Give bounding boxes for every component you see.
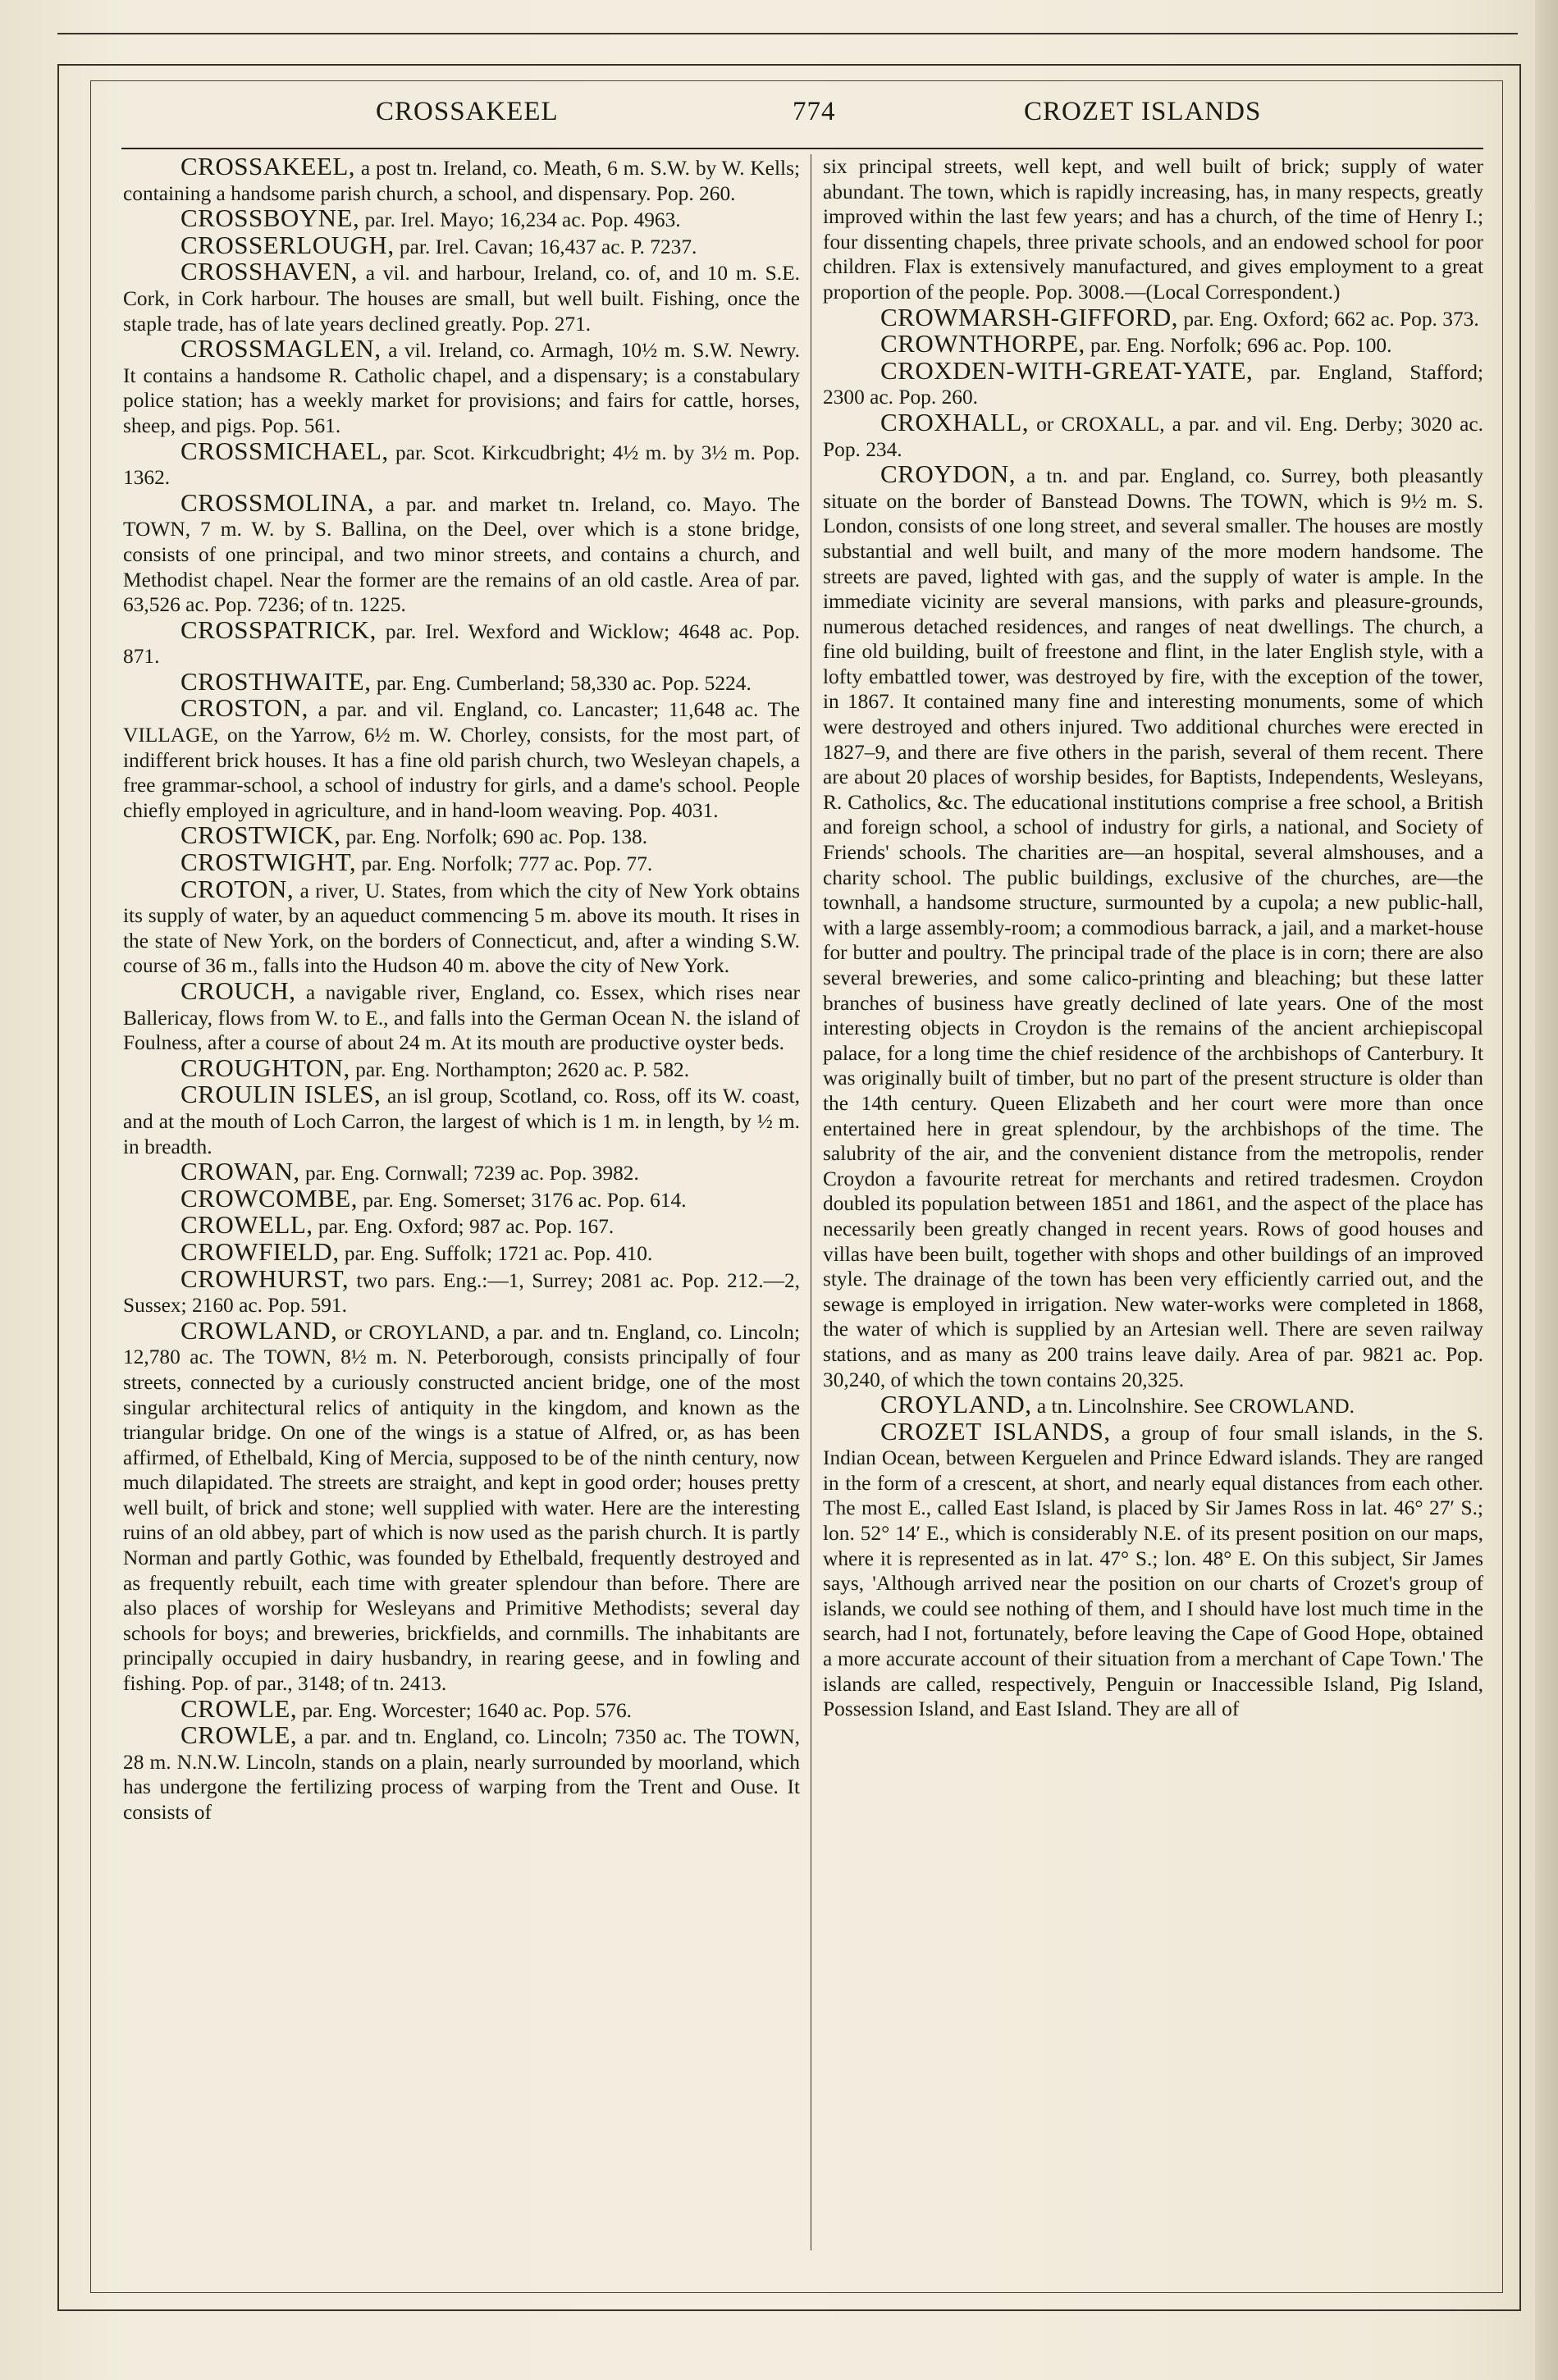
entry-headword: CROWLE,: [180, 1693, 298, 1723]
entry-text: a river, U. States, from which the city of New York obtains its supply of water, by an aqueduct commencing 5 m. above its mouth. It rises in the state of New York, on the borders of Connecticut, and, after a winding S.W. course of 36 m., falls into the Hudson 40 m. above the city of New York.: [123, 879, 800, 978]
entry-text: par. Eng. Cumberland; 58,330 ac. Pop. 5224.: [371, 671, 752, 695]
entry-text: a navigable river, England, co. Essex, which rises near Ballericay, flows from W. to E., and falls into the German Ocean N. the island of Foulness, after a course of about 24 m. At its mouth are productive oyster beds.: [123, 981, 800, 1055]
entry-headword: CROXDEN-WITH-GREAT-YATE,: [880, 355, 1254, 385]
entry-headword: CROUCH,: [180, 976, 296, 1005]
gazetteer-entry: [823, 331, 1483, 359]
gazetteer-entry: [123, 1053, 800, 1083]
gazetteer-entry: [123, 1210, 800, 1240]
entry-headword: CROTON,: [180, 874, 295, 903]
entry-text: a par. and vil. England, co. Lancaster; 11,648 ac. The VILLAGE, on the Yarrow, 6½ m. W. Chorley, consists, for the most part, of indifferent brick houses. It has a fine old parish church, two Wesleyan chapels, a free grammar-school, a school of industry for girls, and a dame's school. People chiefly employed in agriculture, and in hand-loom weaving. Pop. 4031.: [123, 698, 800, 822]
entry-text: par. Eng. Oxford; 987 ac. Pop. 167.: [313, 1215, 615, 1239]
gazetteer-entry: [123, 1082, 800, 1159]
left-column: [123, 154, 800, 2254]
gazetteer-entry: [123, 154, 800, 206]
entry-headword: CROZET ISLANDS,: [880, 1416, 1111, 1446]
entry-headword: CROWELL,: [180, 1210, 313, 1240]
gazetteer-entry: [123, 203, 800, 233]
entry-text: par. England, Stafford; 2300 ac. Pop. 260.: [823, 360, 1483, 409]
entry-headword: CROSTON,: [180, 693, 308, 723]
gazetteer-entry: [123, 874, 800, 979]
entry-text: par. Eng. Suffolk; 1721 ac. Pop. 410.: [339, 1241, 653, 1265]
entry-headword: CROSTHWAITE,: [180, 666, 372, 696]
entry-headword: CROYLAND,: [880, 1390, 1032, 1419]
entry-text: a par. and tn. England, co. Lincoln; 7350 ac. The TOWN, 28 m. N.N.W. Lincoln, stands on a plain, nearly surrounded by moorland, which has undergone the fertilizing process of warping from the Trent and Ouse. It consists of: [123, 1725, 800, 1824]
entry-text: a vil. Ireland, co. Armagh, 10½ m. S.W. Newry. It contains a handsome R. Catholic chapel, and a dispensary; is a constabulary police station; has a weekly market for provisions; and fairs for cattle, horses, sheep, and pigs. Pop. 561.: [123, 339, 800, 437]
entry-headword: CROSSHAVEN,: [180, 257, 358, 286]
gazetteer-entry: [123, 436, 800, 491]
entry-text: par. Scot. Kirkcudbright; 4½ m. by 3½ m. Pop. 1362.: [123, 441, 800, 490]
entry-headword: CROSTWICK,: [180, 820, 341, 850]
header-rule: [121, 148, 1483, 149]
entry-text: a post tn. Ireland, co. Meath, 6 m. S.W. by W. Kells; containing a handsome parish church, a school, and dispensary. Pop. 260.: [123, 157, 800, 205]
entry-headword: CROSSMAGLEN,: [180, 334, 382, 363]
entry-text: or CROXALL, a par. and vil. Eng. Derby; 3020 ac. Pop. 234.: [823, 412, 1483, 461]
entry-headword: CROSTWIGHT,: [180, 847, 357, 877]
entry-headword: CROSSAKEEL,: [180, 154, 356, 180]
entry-text: or CROYLAND, a par. and tn. England, co. Lincoln; 12,780 ac. The TOWN, 8½ m. N. Peterborough, consists principally of four streets, connected by a curiously constructed ancient bridge, one of the most singular architectural relics of antiquity in the kingdom, and known as the triangular bridge. On one of the wings is a statue of Alfred, or, as has been affirmed, of Ethelbald, King of Mercia, supposed to be of the ninth century, now much dilapidated. The streets are straight, and kept in good order; houses pretty well built, of brick and stone; well supplied with water. Here are the interesting ruins of an old abbey, part of which is now used as the parish church. It is partly Norman and partly Gothic, was founded by Ethelbald, frequently destroyed and as frequently rebuilt, each time with greater splendour than before. There are also places of worship for Wesleyans and Primitive Methodists; several day schools for boys; and breweries, brickfields, and cornmills. The inhabitants are principally occupied in dairy husbandry, in rearing geese, and in fowling and fishing. Pop. of par., 3148; of tn. 2413.: [123, 1320, 800, 1696]
gazetteer-entry: [823, 459, 1483, 1392]
gazetteer-entry: [823, 154, 1483, 305]
entry-text: par. Irel. Cavan; 16,437 ac. P. 7237.: [394, 235, 697, 258]
entry-headword: CROWAN,: [180, 1157, 300, 1186]
entry-headword: CROWHURST,: [180, 1263, 350, 1293]
page-edge: [1535, 0, 1558, 2380]
gazetteer-entry: [823, 1416, 1483, 1722]
entry-text: par. Eng. Norfolk; 696 ac. Pop. 100.: [1085, 334, 1392, 358]
gazetteer-entry: [123, 820, 800, 850]
entry-headword: CROULIN ISLES,: [180, 1080, 382, 1109]
entry-text: par. Eng. Northampton; 2620 ac. P. 582.: [350, 1058, 690, 1081]
right-column: [823, 154, 1483, 2254]
gazetteer-entry: [123, 1315, 800, 1697]
entry-headword: CROWCOMBE,: [180, 1183, 358, 1213]
entry-text: a par. and market tn. Ireland, co. Mayo. The TOWN, 7 m. W. by S. Ballina, on the Deel, over which is a stone bridge, consists of one principal, and two minor streets, and contains a church, and Methodist chapel. Near the former are the remains of an old castle. Area of par. 63,526 ac. Pop. 7236; of tn. 1225.: [123, 492, 800, 617]
gazetteer-entry: [823, 1392, 1483, 1419]
header-left-word: CROSSAKEEL: [376, 97, 559, 126]
entry-text: a group of four small islands, in the S. Indian Ocean, between Kerguelen and Prince Edward islands. They are ranged in the form of a crescent, at short, and nearly equal distances from each other. The most E., called East Island, is placed by Sir James Ross in lat. 46° 27′ S.; lon. 52° 14′ E., which is considerably N.E. of its present position on our maps, where it is represented as in lat. 47° S.; lon. 48° E. On this subject, Sir James says, 'Although arrived near the position on our charts of Crozet's group of islands, we could see nothing of them, and I should have lost much time in the search, had I not, fortunately, before leaving the Cape of Good Hope, obtained a more accurate account of their situation from a merchant of Cape Town.' The islands are called, respectively, Penguin or Inaccessible Island, Pig Island, Possession Island, and East Island. They are all of: [823, 1421, 1483, 1721]
gazetteer-entry: [123, 336, 800, 438]
entry-headword: CROWFIELD,: [180, 1236, 340, 1266]
entry-text: par. Eng. Oxford; 662 ac. Pop. 373.: [1177, 307, 1479, 331]
gazetteer-entry: [823, 355, 1483, 410]
entry-headword: CROYDON,: [880, 459, 1017, 489]
page-number: 774: [793, 97, 836, 126]
gazetteer-entry: [123, 1720, 800, 1825]
running-header: [97, 97, 1492, 146]
entry-text: a tn. and par. England, co. Surrey, both pleasantly situate on the border of Banstead Downs. The TOWN, which is 9½ m. S. London, consists of one long street, and several smaller. The houses are mostly substantial and well built, and many of the more modern handsome. The streets are paved, lighted with gas, and the supply of water is ample. In the immediate vicinity are several mansions, with parks and pleasure-grounds, numerous detached residences, and ranges of neat dwellings. The church, a fine old building, built of freestone and flint, in the later English style, with a lofty embattled tower, was destroyed by fire, with the exception of the tower, in 1867. It contained many fine and interesting monuments, some of which were destroyed and others injured. Two additional churches were erected in 1827–9, and there are five others in the parish, several of them recent. There are about 20 places of worship besides, for Baptists, Independents, Wesleyans, R. Catholics, &c. The educational institutions comprise a free school, a British and foreign school, a school of industry for girls, a national, and Society of Friends' schools. The charities are—an hospital, several almshouses, and a charity school. The public buildings, exclusive of the churches, are—the townhall, a handsome structure, surmounted by a cupola; a new public-hall, with a large assembly-room; a commodious barrack, a jail, and a market-house for butter and poultry. The principal trade of the place is in corn; there are also several breweries, and some calico-printing and bleaching; but these latter branches of business have greatly declined of late years. One of the most interesting objects in Croydon is the remains of the ancient archiepiscopal palace, for a long time the chief residence of the archbishops of Canterbury. It was originally built of timber, but no part of the present structure is older than the 14th century. Queen Elizabeth and her court were more than once entertained here in great splendour, by the archbishops of the time. The salubrity of the air, and the convenient distance from the metropolis, render Croydon a favourite retreat for merchants and retired tradesmen. Croydon doubled its population between 1851 and 1861, and the aspect of the place has necessarily been greatly changed in recent years. Rows of good houses and villas have been built, together with shops and other buildings of an improved style. The drainage of the town has been very efficiently carried out, and the sewage is employed in irrigation. New water-works were completed in 1868, the water of which is supplied by an Artesian well. There are seven railway stations, and as many as 200 trains leave daily. Area of par. 9821 ac. Pop. 30,240, of which the town contains 20,325.: [823, 464, 1483, 1391]
entry-text: a vil. and harbour, Ireland, co. of, and 10 m. S.E. Cork, in Cork harbour. The houses are small, but well built. Fishing, once the staple trade, has of late years declined greatly. Pop. 271.: [123, 262, 800, 336]
gazetteer-entry: [123, 1183, 800, 1213]
gazetteer-entry: [123, 487, 800, 618]
entry-headword: CROWMARSH-GIFFORD,: [880, 302, 1178, 331]
entry-headword: CROWLE,: [180, 1720, 298, 1750]
entry-headword: CROSSBOYNE,: [180, 203, 360, 233]
entry-text: par. Eng. Cornwall; 7239 ac. Pop. 3982.: [299, 1162, 639, 1185]
top-rule: [57, 33, 1518, 34]
entry-headword: CROUGHTON,: [180, 1053, 350, 1082]
entry-text: par. Irel. Wexford and Wicklow; 4648 ac. Pop. 871.: [123, 619, 800, 669]
gazetteer-entry: [123, 614, 800, 669]
gazetteer-entry: [123, 666, 800, 697]
entry-text: two pars. Eng.:—1, Surrey; 2081 ac. Pop. 212.—2, Sussex; 2160 ac. Pop. 591.: [123, 1268, 800, 1318]
entry-headword: CROSSMICHAEL,: [180, 436, 389, 465]
entry-text: a tn. Lincolnshire. See CROWLAND.: [1031, 1395, 1355, 1418]
entry-headword: CROXHALL,: [880, 407, 1030, 436]
gazetteer-entry: [123, 1236, 800, 1267]
entry-text: par. Irel. Mayo; 16,234 ac. Pop. 4963.: [359, 208, 681, 232]
gazetteer-entry: [823, 407, 1483, 462]
entry-headword: CROWNTHORPE,: [880, 329, 1085, 359]
entry-headword: CROWLAND,: [180, 1315, 338, 1345]
gazetteer-entry: [123, 230, 800, 260]
header-right-word: CROZET ISLANDS: [1024, 97, 1262, 126]
entry-text: par. Eng. Somerset; 3176 ac. Pop. 614.: [358, 1188, 687, 1212]
gazetteer-entry: [123, 1263, 800, 1318]
entry-text: par. Eng. Norfolk; 690 ac. Pop. 138.: [340, 825, 648, 849]
gazetteer-entry: [123, 1159, 800, 1186]
entry-headword: CROSSPATRICK,: [180, 614, 377, 644]
gazetteer-entry: [123, 259, 800, 336]
gazetteer-entry: [123, 693, 800, 823]
entry-text: par. Eng. Norfolk; 777 ac. Pop. 77.: [356, 852, 653, 876]
entry-text: par. Eng. Worcester; 1640 ac. Pop. 576.: [297, 1698, 633, 1722]
entry-text: six principal streets, well kept, and well built of brick; supply of water abundant. The town, which is rapidly increasing, has, in many respects, greatly improved within the last few years; and has a church, of the time of Henry I.; four dissenting chapels, three private schools, and an endowed school for poor children. Flax is extensively manufactured, and gives employment to a great proportion of the people. Pop. 3008.—(Local Correspondent.): [823, 155, 1483, 304]
gazetteer-entry: [123, 976, 800, 1056]
entry-headword: CROSSERLOUGH,: [180, 230, 395, 259]
gazetteer-entry: [823, 302, 1483, 332]
entry-text: an isl group, Scotland, co. Ross, off its W. coast, and at the mouth of Loch Carron, the largest of which is 1 m. in length, by ½ m. in breadth.: [123, 1085, 800, 1158]
gazetteer-entry: [123, 1693, 800, 1724]
gazetteer-entry: [123, 847, 800, 877]
entry-headword: CROSSMOLINA,: [180, 487, 374, 517]
